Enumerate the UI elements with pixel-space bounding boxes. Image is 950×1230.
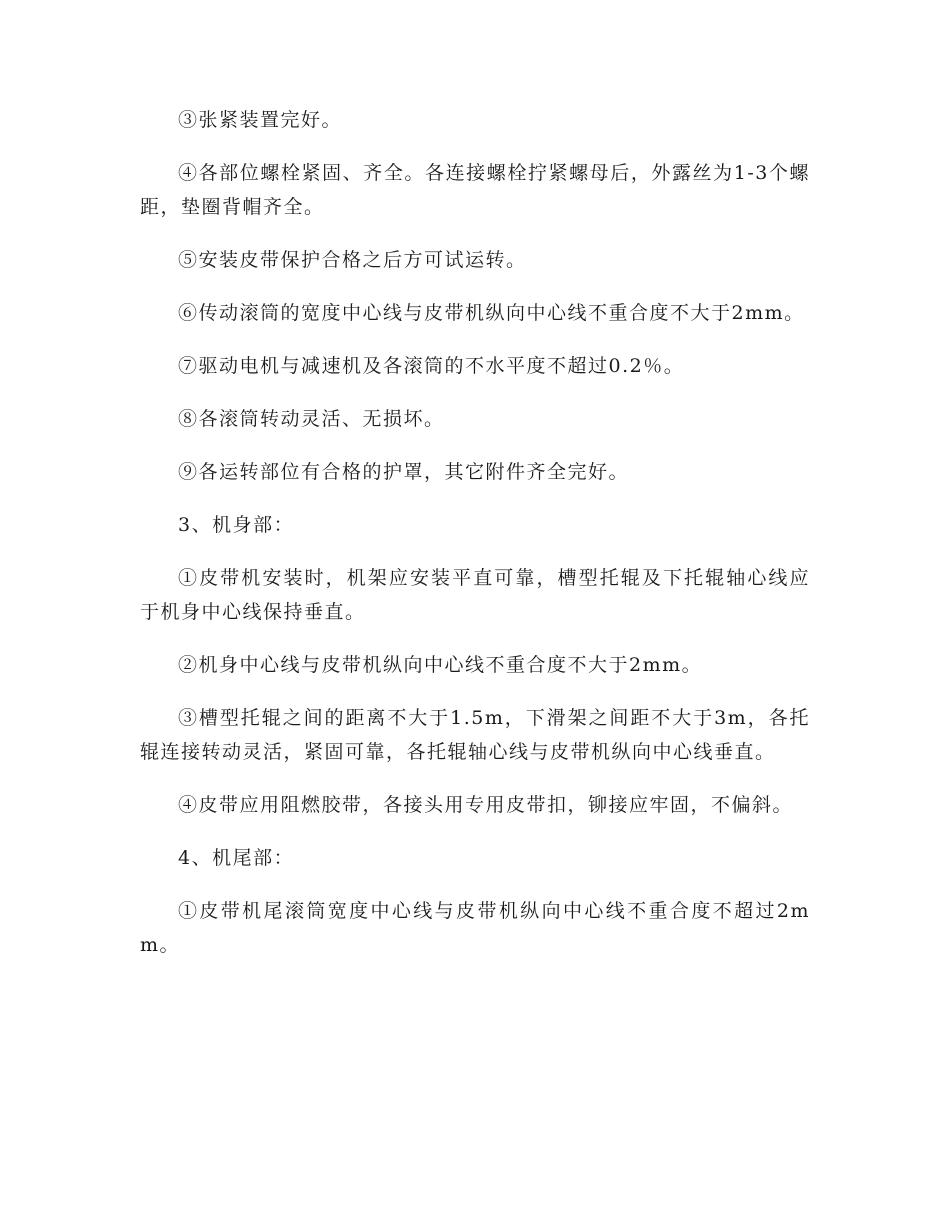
- section-heading-tail: 4、机尾部：: [178, 847, 295, 869]
- paragraph-motor-level: ⑦驱动电机与减速机及各滚筒的不水平度不超过0.2％。: [178, 355, 685, 377]
- paragraph-body-centerline: ②机身中心线与皮带机纵向中心线不重合度不大于2mm。: [178, 654, 703, 676]
- paragraph-frame: ①皮带机安装时，机架应安装平直可靠，槽型托辊及下托辊轴心线应于机身中心线保持垂直。: [140, 567, 810, 623]
- document-page: [140, 103, 810, 981]
- paragraph-idlers: ③槽型托辊之间的距离不大于1.5m，下滑架之间距不大于3m，各托辊连接转动灵活，紧固可靠，各托辊轴心线与皮带机纵向中心线垂直。: [140, 707, 810, 763]
- paragraph-drive-drum: ⑥传动滚筒的宽度中心线与皮带机纵向中心线不重合度不大于2mm。: [178, 302, 805, 324]
- paragraph-belt-joints: ④皮带应用阻燃胶带，各接头用专用皮带扣，铆接应牢固，不偏斜。: [178, 794, 794, 816]
- paragraph-tensioner: ③张紧装置完好。: [178, 109, 343, 131]
- paragraph-guards: ⑨各运转部位有合格的护罩，其它附件齐全完好。: [178, 461, 630, 483]
- paragraph-belt-protection: ⑤安装皮带保护合格之后方可试运转。: [178, 249, 527, 271]
- paragraph-tail-drum: ①皮带机尾滚筒宽度中心线与皮带机纵向中心线不重合度不超过2mm。: [140, 900, 810, 956]
- section-heading-body: 3、机身部：: [178, 514, 295, 536]
- paragraph-bolts: ④各部位螺栓紧固、齐全。各连接螺栓拧紧螺母后，外露丝为1-3个螺距，垫圈背帽齐全。: [140, 162, 810, 218]
- paragraph-drums: ⑧各滚筒转动灵活、无损坏。: [178, 408, 445, 430]
